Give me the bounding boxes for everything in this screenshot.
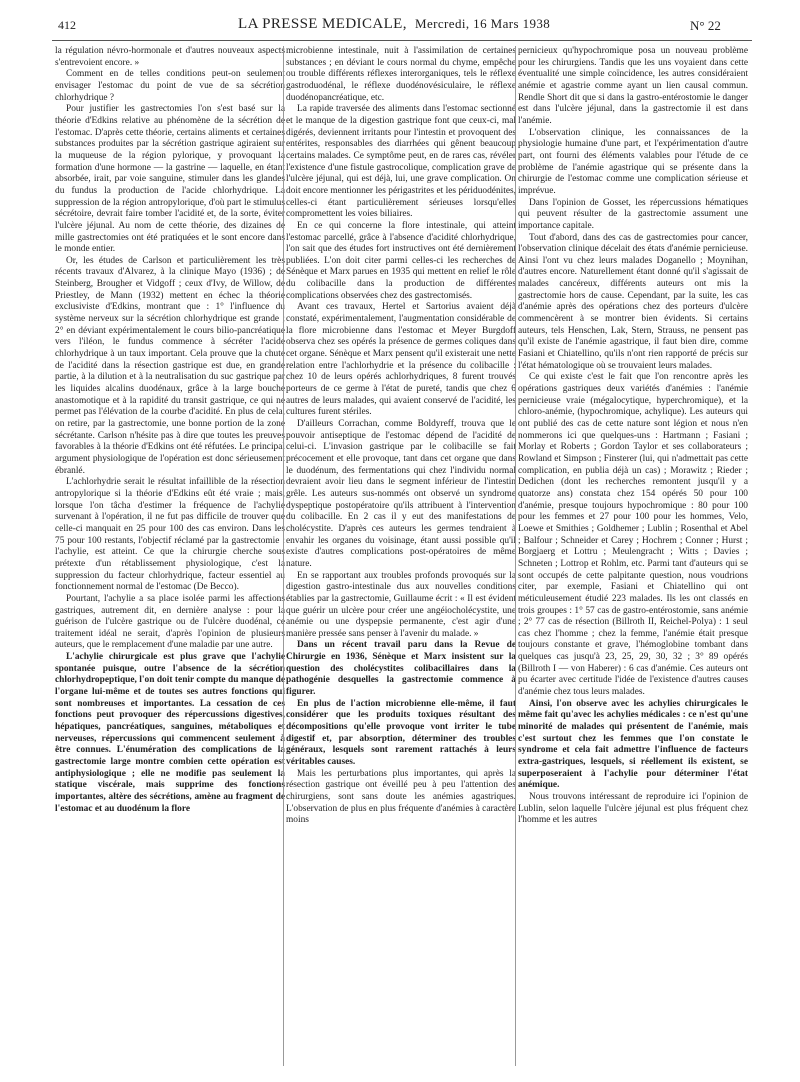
paragraph: D'ailleurs Corrachan, comme Boldyreff, trouva que le pouvoir antiseptique de l'estomac dépend de l'acidité de celui-ci. L'invasion gastrique par le colibacille se fait précocement et elle provoque, tant dans cet organe que dans le duodénum, des fermentations qui chez l'individu normal devraient avoir lieu dans le segment inférieur de l'intestin grêle. Les auteurs sus-nommés ont observé un syndrome dyspeptique postopératoire qu'ils attribuent à l'intervention du colibacille. En 2 cas il y eut des manifestations de cholécystite. D'après ces auteurs les germes tendraient à envahir les organes du voisinage, étant aussi possible qu'il existe d'autres complications post-opératoires de même nature. <box>286 419 516 569</box>
paragraph: Ce qui existe c'est le fait que l'on rencontre après les opérations gastriques deux variétés d'anémies : l'anémie pernicieuse vraie (mégalocytique, hyperchromique), et la chloro-anémie, (hypochromique, achylique). Les auteurs qui ont publié des cas de cette nature sont légion et nous n'en nommerons ici que quelques-uns : Hartmann ; Fasiani ; Morlay et Roberts ; Gordon Taylor et ses collaborateurs ; Rowland et Simpson ; Finsterer (lui, qui n'admettait pas cette complication, en publia déjà un cas) ; Morawitz ; Rieder ; Dedichen (dont les recherches remontent jusqu'il y a quatorze ans) constata chez 154 opérés 50 pour 100 d'anémie, presque toujours hypochromique : 80 pour 100 pour les femmes et 27 pour 100 pour les hommes, Velo, Loewe et Smithies ; Goldhemer ; Lublin ; Rosenthal et Abel ; Balfour ; Schneider et Carey ; Hochrem ; Conner ; Hurst ; Borgjaerg et Lottru ; Meulengracht ; Witts ; Davies ; Schneten ; Lottrop et Rohlm, etc. Parmi tant d'auteurs qui se sont occupés de cette palpitante question, nous voudrions citer, par exemple, Fasiani et Chiatellino qui ont méticuleusement étudié 223 malades. Ils les ont classés en trois groupes : 1° 57 cas de gastro-entérostomie, sans anémie ; 2° 77 cas de résection (Billroth II, Reichel-Polya) : 1 seul cas chez l'homme ; chez la femme, l'anémie était presque toujours constante et grave, l'hémoglobine tombant dans quelques cas jusqu'à 23, 25, 29, 30, 32 ; 3° 89 opérés (Billroth I — von Haberer) : 6 cas d'anémie. Ces auteurs ont pu écarter avec certitude l'idée de l'existence d'autres causes d'anémie chez tous leurs malades. <box>518 372 748 698</box>
publication-name: LA PRESSE MEDICALE, <box>238 16 407 32</box>
paragraph: microbienne intestinale, nuit à l'assimilation de certaines substances ; en déviant le cours normal du chyme, empêche ou trouble différents réflexes interorganiques, tels le réflexe gastroduodénal, le réflexe duodénovésiculaire, le réflexe duodénopancréatique, etc. <box>286 46 516 103</box>
paragraph-bold: En plus de l'action microbienne elle-même, il faut considérer que les produits toxiques résultant des décompositions qu'elle provoque vont irriter le tube digestif et, par absorption, déterminer des troubles généraux, lesquels sont rarement rattachés à leurs véritables causes. <box>286 698 516 768</box>
paragraph-bold: L'achylie chirurgicale est plus grave que l'achylie spontanée puisque, outre l'absence de la sécrétion chlorhydropeptique, l'on doit tenir compte du manque de l'organe lui-même et de toutes ses autres fonctions qui sont nombreuses et importantes. La cessation de ces fonctions peut provoquer des répercussions digestives, hépatiques, pancréatiques, sanguines, métaboliques et nerveuses, répercussions qui commencent seulement à être connues. L'énumération des complications de la gastrectomie large montre combien cette opération est antiphysiologique ; elle ne modifie pas seulement la statique viscérale, mais supprime des fonctions importantes, altère des sécrétions, amène au fragment de l'estomac et au duodénum la flore <box>55 652 285 814</box>
paragraph: Or, les études de Carlson et particulièrement les très récents travaux d'Alvarez, à la clinique Mayo (1936) ; de Steinberg, Brougher et Vidgoff ; ceux d'Ivy, de Willow, de Priestley, de Mann (1932) mettent en échec la théorie exclusiviste d'Edkins, montrant que : 1° l'influence du système nerveux sur la sécrétion chlorhydrique est grande ; 2° en déviant expérimentalement le cours bilio-pancréatique vers l'iléon, le fundus commence à sécréter l'acide chlorhydrique à un taux important. Cela prouve que la chute de l'acidité dans la résection gastrique est due, en grande partie, à la dilution et à la neutralisation du suc gastrique par les liquides alcalins duodénaux, grâce à la large bouche anastomotique et à la rapidité du transit gastrique, ce qui ne permet pas l'élévation de la courbe d'acidité. En plus de cela, on retire, par la gastrectomie, une bonne portion de la zone sécrétante. Carlson n'hésite pas à dire que toutes les preuves favorables à la théorie d'Edkins ont été réfutées. Le principal argument physiologique de l'opération est donc sérieusement ébranlé. <box>55 255 285 476</box>
text-column-3 <box>518 46 748 1076</box>
paragraph: Comment en de telles conditions peut-on seulement envisager l'estomac du point de vue de sa sécrétion chlorhydrique ? <box>55 69 285 103</box>
paragraph: En ce qui concerne la flore intestinale, qui atteint l'estomac parcellé, grâce à l'absence d'acidité chlorhydrique, l'on sait que des études fort instructives ont été dernièrement publiées. L'on doit citer parmi celles-ci les recherches de Sénèque et Marx parues en 1935 qui mettent en relief le rôle du colibacille dans la production de différentes complications observées chez des gastrectomisés. <box>286 220 516 301</box>
issue-date: Mercredi, 16 Mars 1938 <box>415 16 551 31</box>
paragraph: En se rapportant aux troubles profonds provoqués sur la digestion gastro-intestinale dus aux nouvelles conditions établies par la gastrectomie, Guillaume écrit : « Il est évident que guérir un ulcère pour créer une angéiocholécystite, une anémie ou une dyspepsie permanente, c'est agir d'une manière pressée sans penser à l'avenir du malade. » <box>286 570 516 639</box>
paragraph: L'achlorhydrie serait le résultat infaillible de la résection antropylorique si la théorie d'Edkins eût été vraie ; mais, lorsque l'on tâcha d'estimer la fréquence de l'achylie survenant à l'opération, il ne fut pas difficile de trouver que celle-ci manquait en 25 pour 100 des cas environ. Dans les 75 pour 100 restants, l'objectif réclamé par la gastrectomie : l'achylie, est atteint. Ce que la chirurgie cherche sous prétexte d'un rétablissement physiologique, c'est la suppression du facteur chlorhydrique, facteur essentiel au fonctionnement normal de l'estomac (De Becco). <box>55 477 285 593</box>
paragraph: Mais les perturbations plus importantes, qui après la résection gastrique ont éveillé peu à peu l'attention des chirurgiens, sont sans doute les anémies agastriques. L'observation de plus en plus fréquente d'anémies à caractère moins <box>286 768 516 826</box>
paragraph: Nous trouvons intéressant de reproduire ici l'opinion de Lublin, selon laquelle l'ulcère jéjunal est plus fréquent chez l'homme et les autres <box>518 792 748 826</box>
paragraph: pernicieux qu'hypochromique posa un nouveau problème pour les chirurgiens. Tandis que les uns voyaient dans cette éventualité une simple coïncidence, les autres considéraient anémie et agastrie comme ayant un lien causal commun. Rendle Short dit que si dans la gastro-entérostomie le danger est dans l'ulcère jéjunal, dans la gastrectomie il est dans l'anémie. <box>518 46 748 126</box>
running-title <box>238 16 550 33</box>
paragraph: Pour justifier les gastrectomies l'on s'est basé sur la théorie d'Edkins relative au phénomène de la sécrétion de l'estomac. D'après cette théorie, certains aliments et certaines substances produites par la sécrétion gastrique agiraient sur la muqueuse de la région pylorique, y provoquant la formation d'une hormone — la gastrine — laquelle, en étant absorbée, irait, par voie sanguine, stimuler dans les glandes du fundus la production de l'acide chlorhydrique. La suppression de la région antropylorique, d'où part le stimulus sécrétoire, devrait faire tomber l'acidité et, de la sorte, éviter l'ulcère jéjunal. Au nom de cette théorie, des dizaines de mille gastrectomies ont été pratiquées et le sont encore dans le monde entier. <box>55 104 285 255</box>
paragraph: Tout d'abord, dans des cas de gastrectomies pour cancer, l'observation clinique décelait des états d'anémie pernicieuse. Ainsi l'ont vu chez leurs malades Doganello ; Moynihan, d'autres encore. Naturellement étant donné qu'il s'agissait de malades cancéreux, différents auteurs ont mis la gastrectomie hors de cause. Cependant, par la suite, les cas d'anémie après des opérations chez des porteurs d'ulcère commencèrent à se montrer bien évidents. Si certains auteurs, tels Henschen, Lak, Stern, Strauss, ne pensent pas qu'il existe de l'anémie agastrique, il faut bien dire, comme Fasiani et Chiatellino, qu'ils n'ont rien rapporté de précis sur l'état hématologique où se trouvaient leurs malades. <box>518 232 748 371</box>
column-divider <box>283 46 284 1066</box>
paragraph: La rapide traversée des aliments dans l'estomac sectionné et le manque de la digestion gastrique font que ceux-ci, mal digérés, deviennent irritants pour l'intestin et provoquent des entérites, responsables des diarrhées qui gênent beaucoup certains malades. Ce symptôme peut, en de rares cas, révéler l'existence d'une fistule gastrocolique, complication grave de l'ulcère jéjunal, qui est déjà, lui, une grave complication. On doit encore mentionner les périgastrites et les périduodénites, celles-ci étant particulièrement sérieuses lorsqu'elles compromettent les voies biliaires. <box>286 104 516 220</box>
text-column-2 <box>286 46 516 1076</box>
paragraph-bold: Dans un récent travail paru dans la Revue de Chirurgie en 1936, Sénèque et Marx insistent sur la question des cholécystites colibacillaires dans la pathogénie desquelles la gastrectomie commence à figurer. <box>286 640 516 698</box>
paragraph: la régulation névro-hormonale et d'autres nouveaux aspects s'entrevoient encore. » <box>55 46 285 68</box>
paragraph: L'observation clinique, les connaissances de la physiologie humaine d'une part, et l'expérimentation d'autre part, ont fourni des éléments valables pour l'étude de ce problème de l'anémie agastrique qui se présente dans la chirurgie de l'estomac comme une complication sérieuse et imprévue. <box>518 127 748 196</box>
paragraph: Avant ces travaux, Hertel et Sartorius avaient déjà constaté, expérimentalement, l'augmentation considérable de la flore microbienne dans l'estomac et Meyer Burgdoff observa chez ses opérés la présence de germes coliques dans cet organe. Sénèque et Marx pensent qu'il existerait une nette relation entre l'achlorhydrie et la présence du colibacille : chez 10 de leurs opérés achlorhydriques, 8 furent trouvés porteurs de ce germe à l'état de pureté, tandis que chez 6 autres de leurs malades, qui avaient conservé de l'acidité, les cultures furent stériles. <box>286 302 516 418</box>
text-column-1 <box>55 46 285 1076</box>
page-number: 412 <box>58 18 76 32</box>
paragraph-bold: Ainsi, l'on observe avec les achylies chirurgicales le même fait qu'avec les achylies médicales : ce n'est qu'une minorité de malades qui présentent de l'anémie, mais c'est surtout chez les femmes que l'on constate le syndrome et cela fait admettre l'influence de facteurs extra-gastriques, lesquels, si réellement ils existent, se superposeraient à l'achylie pour déterminer l'état anémique. <box>518 698 748 791</box>
column-divider <box>515 46 516 1066</box>
paragraph: Pourtant, l'achylie a sa place isolée parmi les affections gastriques, autrement dit, en dernière analyse : pour la guérison de l'ulcère gastrique ou de l'ulcère duodénal, ce traitement idéal ne serait, d'après l'opinion de plusieurs auteurs, que le remplacement d'une maladie par une autre. <box>55 593 285 651</box>
issue-number: N° 22 <box>690 18 721 33</box>
paragraph: Dans l'opinion de Gosset, les répercussions hématiques qui peuvent résulter de la gastrectomie assument une importance capitale. <box>518 197 748 231</box>
header-rule <box>52 40 752 41</box>
page-header <box>0 0 800 40</box>
